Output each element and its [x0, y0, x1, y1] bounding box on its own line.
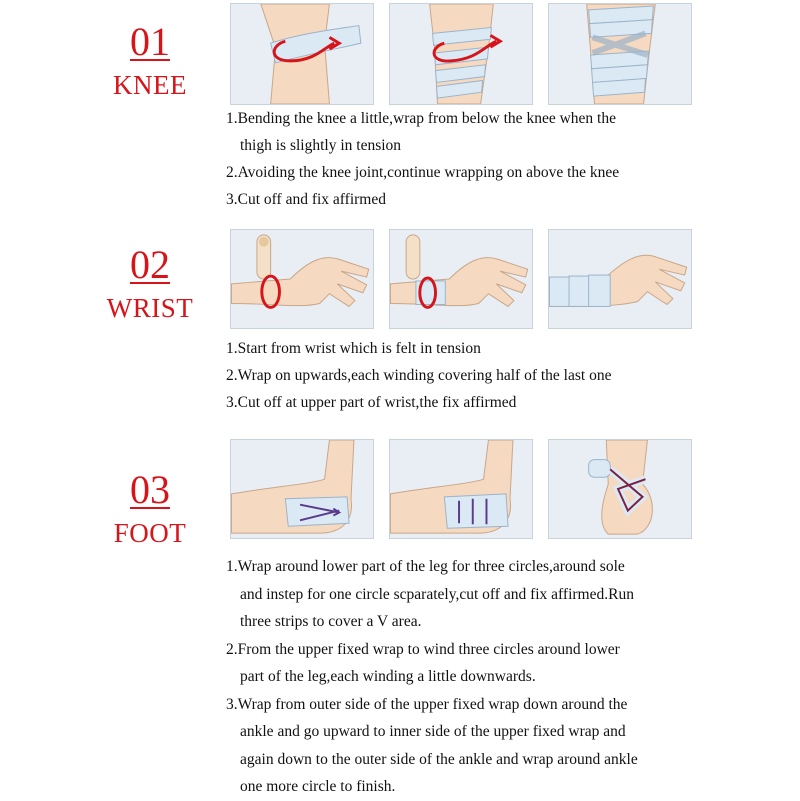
section-number: 03 — [130, 467, 170, 512]
wrist-step-1-illustration — [230, 229, 374, 329]
step-text: 2.From the upper fixed wrap to wind three circles around lower — [226, 640, 620, 658]
wrist-label — [95, 242, 205, 323]
step-text: 2.Wrap on upwards,each winding covering half of the last one — [226, 367, 612, 384]
foot-step-1-illustration — [230, 439, 374, 539]
knee-step-2-illustration — [389, 3, 533, 105]
section-name: FOOT — [113, 518, 187, 548]
wrist-step-2-illustration — [389, 229, 533, 329]
knee-section — [0, 0, 800, 215]
step-text: one more circle to finish. — [240, 778, 396, 795]
step-text: again down to the outer side of the ankle and wrap around ankle — [240, 750, 638, 768]
foot-section — [0, 435, 800, 800]
wrist-section — [0, 225, 800, 420]
step-text: three strips to cover a V area. — [240, 613, 422, 630]
knee-step-1-illustration — [230, 3, 374, 105]
section-number: 02 — [130, 242, 170, 287]
step-text: 1.Wrap around lower part of the leg for three circles,around sole — [226, 558, 625, 575]
section-name: KNEE — [113, 70, 187, 100]
foot-step-3-illustration — [548, 439, 692, 539]
step-text: 2.Avoiding the knee joint,continue wrapping on above the knee — [226, 164, 620, 181]
step-text: 1.Start from wrist which is felt in tension — [226, 340, 481, 357]
foot-label — [95, 467, 205, 548]
step-text: 3.Cut off and fix affirmed — [226, 191, 386, 208]
wrist-step-3-illustration — [548, 229, 692, 329]
foot-steps — [226, 553, 706, 801]
step-text: ankle and go upward to inner side of the upper fixed wrap and — [240, 723, 626, 740]
wrist-steps — [226, 335, 706, 416]
foot-step-2-illustration — [389, 439, 533, 539]
section-name: WRIST — [106, 293, 194, 323]
knee-steps — [226, 105, 706, 213]
section-number: 01 — [130, 19, 170, 64]
knee-step-3-illustration — [548, 3, 692, 105]
knee-label — [95, 19, 205, 100]
step-text: part of the leg,each winding a little downwards. — [240, 668, 536, 685]
step-text: 1.Bending the knee a little,wrap from below the knee when the — [226, 110, 616, 127]
step-text: thigh is slightly in tension — [240, 137, 402, 154]
step-text: and instep for one circle scparately,cut off and fix affirmed.Run — [240, 585, 634, 603]
step-text: 3.Wrap from outer side of the upper fixed wrap down around the — [226, 695, 628, 713]
step-text: 3.Cut off at upper part of wrist,the fix affirmed — [226, 394, 517, 411]
